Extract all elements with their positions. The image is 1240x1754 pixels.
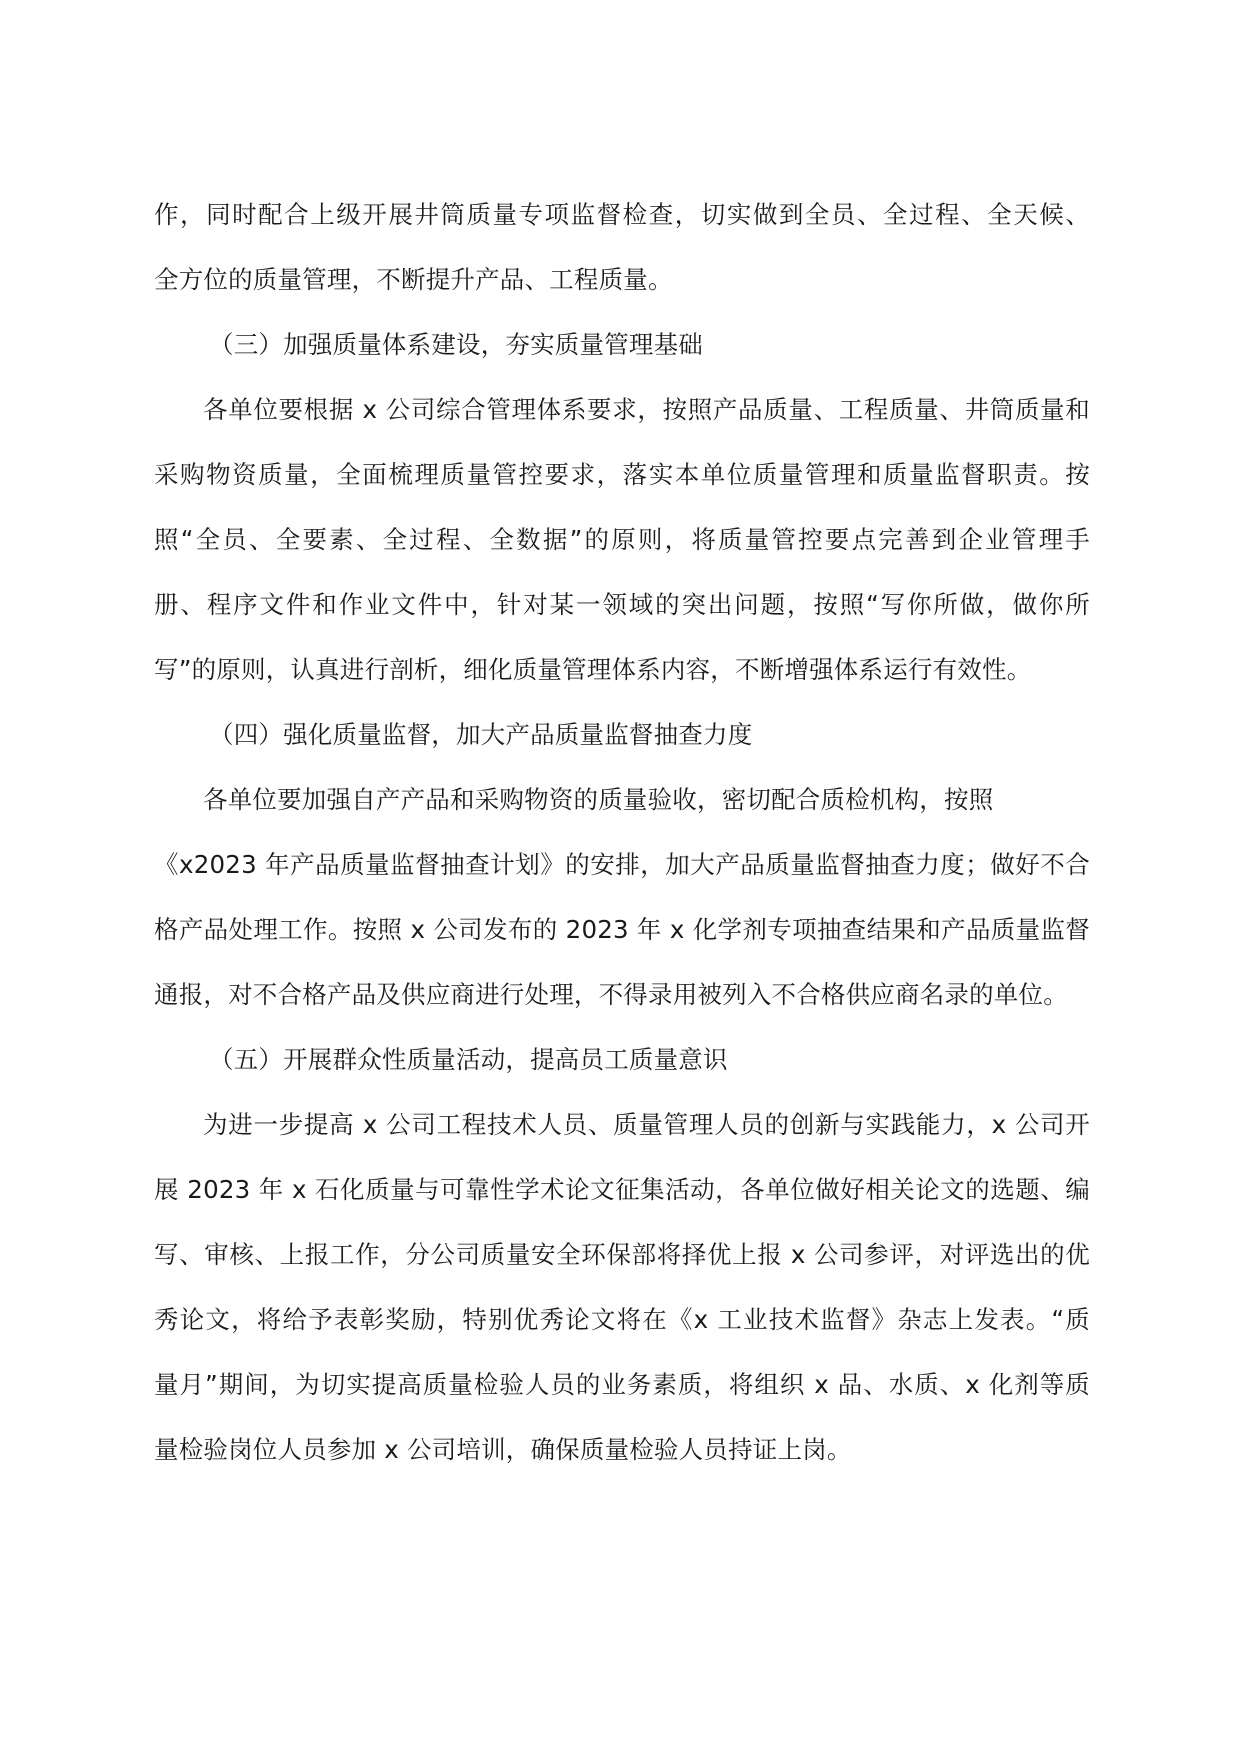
paragraph-line: 写、审核、上报工作，分公司质量安全环保部将择优上报 x 公司参评，对评选出的优: [154, 1240, 1090, 1269]
paragraph-line: 册、程序文件和作业文件中，针对某一领域的突出问题，按照“写你所做，做你所: [154, 590, 1090, 619]
paragraph-line: 照“全员、全要素、全过程、全数据”的原则，将质量管控要点完善到企业管理手: [154, 525, 1090, 554]
paragraph-line: 为进一步提高 x 公司工程技术人员、质量管理人员的创新与实践能力，x 公司开: [203, 1110, 1090, 1139]
paragraph-line: 展 2023 年 x 石化质量与可靠性学术论文征集活动，各单位做好相关论文的选题、编: [154, 1175, 1090, 1204]
section-heading-5: （五）开展群众性质量活动，提高员工质量意识: [209, 1045, 728, 1074]
paragraph-quality-system: [154, 377, 1090, 702]
section-heading-3: （三）加强质量体系建设，夯实质量管理基础: [209, 330, 703, 359]
paragraph-line: 秀论文，将给予表彰奖励，特别优秀论文将在《x 工业技术监督》杂志上发表。“质: [154, 1305, 1090, 1334]
paragraph-line: 各单位要加强自产产品和采购物资的质量验收，密切配合质检机构，按照: [203, 785, 994, 814]
paragraph-line: 写”的原则，认真进行剖析，细化质量管理体系内容，不断增强体系运行有效性。: [154, 655, 1032, 684]
paragraph-line: 采购物资质量，全面梳理质量管控要求，落实本单位质量管理和质量监督职责。按: [154, 460, 1090, 489]
paragraph-line: 量月”期间，为切实提高质量检验人员的业务素质，将组织 x 品、水质、x 化剂等质: [154, 1370, 1090, 1399]
paragraph-quality-supervision: [154, 767, 1090, 1027]
document-body: [154, 182, 1090, 1482]
paragraph-line: 量检验岗位人员参加 x 公司培训，确保质量检验人员持证上岗。: [154, 1435, 852, 1464]
paragraph-continuation: [154, 182, 1090, 312]
paragraph-line: 各单位要根据 x 公司综合管理体系要求，按照产品质量、工程质量、井筒质量和: [203, 395, 1090, 424]
paragraph-quality-activities: [154, 1092, 1090, 1482]
paragraph-line: 全方位的质量管理，不断提升产品、工程质量。: [154, 265, 673, 294]
paragraph-line: 作，同时配合上级开展井筒质量专项监督检查，切实做到全员、全过程、全天候、: [154, 200, 1090, 229]
paragraph-line: 《x2023 年产品质量监督抽查计划》的安排，加大产品质量监督抽查力度；做好不合: [154, 850, 1090, 879]
paragraph-line: 通报，对不合格产品及供应商进行处理，不得录用被列入不合格供应商名录的单位。: [154, 980, 1068, 1009]
section-heading-4: （四）强化质量监督，加大产品质量监督抽查力度: [209, 720, 753, 749]
paragraph-line: 格产品处理工作。按照 x 公司发布的 2023 年 x 化学剂专项抽查结果和产品质量监督: [154, 915, 1090, 944]
